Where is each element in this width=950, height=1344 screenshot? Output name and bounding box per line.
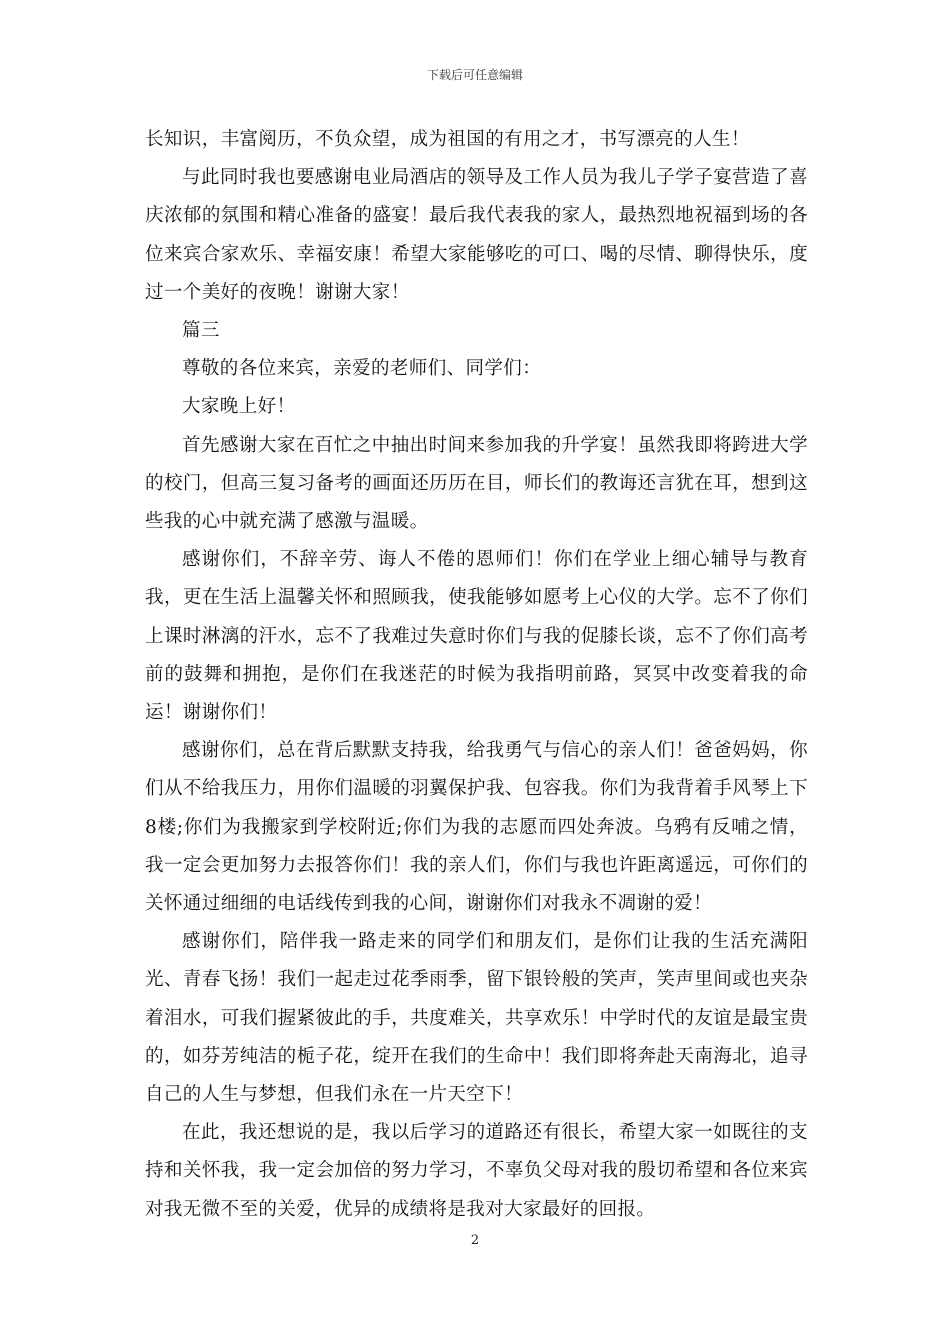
paragraph-7: 感谢你们，不辞辛劳、诲人不倦的恩师们！你们在学业上细心辅导与教育我，更在生活上温馨关怀和照顾我，使我能够如愿考上心仪的大学。忘不了你们上课时淋漓的汗水，忘不了我难过失意时你们与我的促膝长谈，忘不了你们高考前的鼓舞和拥抱，是你们在我迷茫的时候为我指明前路，冥冥中改变着我的命运！谢谢你们！: [145, 549, 808, 724]
page-header-note: 下载后可任意编辑: [426, 68, 523, 82]
paragraph-1: 长知识，丰富阅历，不负众望，成为祖国的有用之才，书写漂亮的人生！: [145, 129, 750, 150]
paragraph-9: 感谢你们，陪伴我一路走来的同学们和朋友们，是你们让我的生活充满阳光、青春飞扬！我们一起走过花季雨季，留下银铃般的笑声，笑声里间或也夹杂着泪水，可我们握紧彼此的手，共度难关，共享欢乐！中学时代的友谊是最宝贵的，如芬芳纯洁的栀子花，绽开在我们的生命中！我们即将奔赴天南海北，追寻自己的人生与梦想，但我们永在一片天空下！: [145, 931, 808, 1106]
section-heading: 篇三: [182, 320, 220, 342]
paragraph-2: 与此同时我也要感谢电业局酒店的领导及工作人员为我儿子学子宴营造了喜庆浓郁的氛围和精心准备的盛宴！最后我代表我的家人，最热烈地祝福到场的各位来宾合家欢乐、幸福安康！希望大家能够吃的可口、喝的尽情、聊得快乐，度过一个美好的夜晚！谢谢大家！: [145, 167, 808, 303]
paragraph-8: 感谢你们，总在背后默默支持我，给我勇气与信心的亲人们！爸爸妈妈，你们从不给我压力，用你们温暖的羽翼保护我、包容我。你们为我背着手风琴上下8楼;你们为我搬家到学校附近;你们为我的志愿而四处奔波。乌鸦有反哺之情，我一定会更加努力去报答你们！我的亲人们，你们与我也许距离遥远，可你们的关怀通过细细的电话线传到我的心间，谢谢你们对我永不凋谢的爱！: [145, 740, 808, 915]
paragraph-10: 在此，我还想说的是，我以后学习的道路还有很长，希望大家一如既往的支持和关怀我，我一定会加倍的努力学习，不辜负父母对我的殷切希望和各位来宾对我无微不至的关爱，优异的成绩将是我对大家最好的回报。: [145, 1122, 808, 1220]
document-body: [145, 121, 808, 1229]
greeting: 大家晚上好！: [182, 396, 296, 418]
salutation: 尊敬的各位来宾，亲爱的老师们、同学们：: [182, 358, 542, 380]
page-number: 2: [470, 1233, 480, 1248]
paragraph-6: 首先感谢大家在百忙之中抽出时间来参加我的升学宴！虽然我即将跨进大学的校门，但高三复习备考的画面还历历在目，师长们的教诲还言犹在耳，想到这些我的心中就充满了感激与温暖。: [145, 434, 808, 533]
